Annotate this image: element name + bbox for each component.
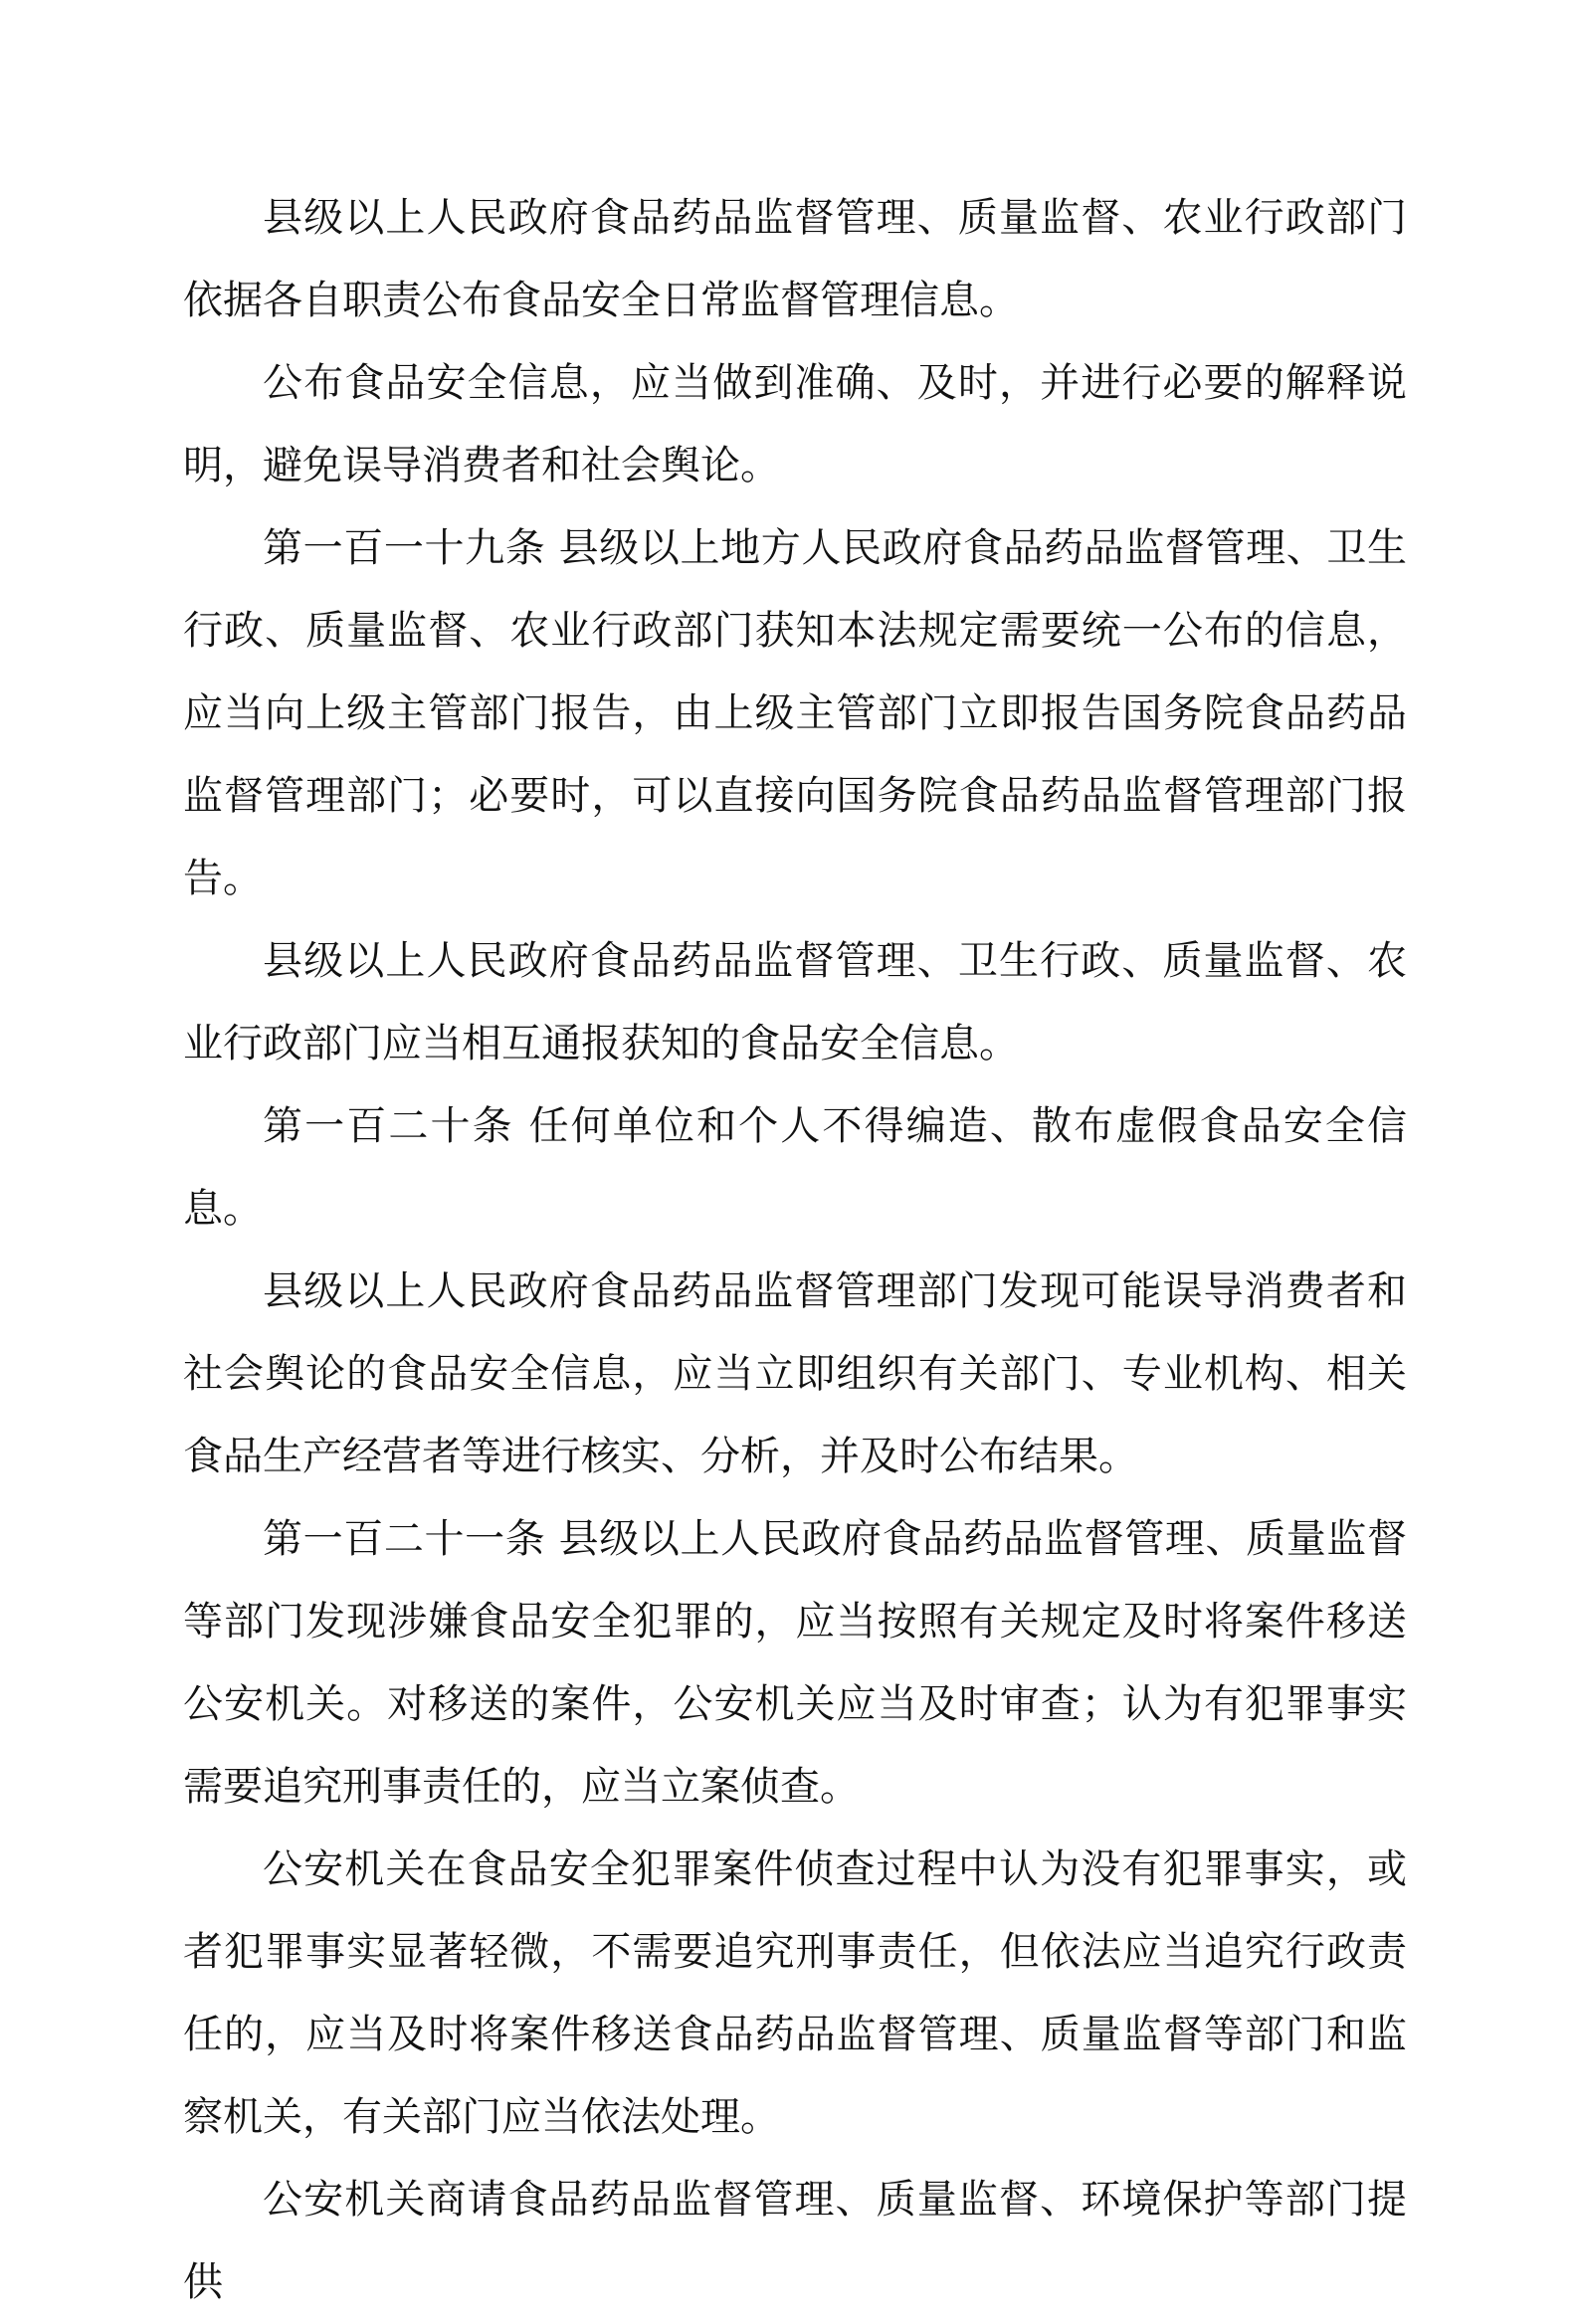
paragraph-9: 公安机关商请食品药品监督管理、质量监督、环境保护等部门提供 [183, 2177, 1407, 2305]
paragraph-article-121: 第一百二十一条 县级以上人民政府食品药品监督管理、质量监督等部门发现涉嫌食品安全犯罪的，应当按照有关规定及时将案件移送公安机关。对移送的案件，公安机关应当及时审查；认为有犯罪事实需要追究刑事责任的，应当立案侦查。 [183, 1516, 1407, 1810]
paragraph-article-120: 第一百二十条 任何单位和个人不得编造、散布虚假食品安全信息。 [183, 1103, 1407, 1232]
paragraph-6: 县级以上人民政府食品药品监督管理部门发现可能误导消费者和社会舆论的食品安全信息，应当立即组织有关部门、专业机构、相关食品生产经营者等进行核实、分析，并及时公布结果。 [183, 1268, 1407, 1479]
document-body [183, 177, 1407, 2324]
paragraph-article-119: 第一百一十九条 县级以上地方人民政府食品药品监督管理、卫生行政、质量监督、农业行政部门获知本法规定需要统一公布的信息，应当向上级主管部门报告，由上级主管部门立即报告国务院食品药品监督管理部门；必要时，可以直接向国务院食品药品监督管理部门报告。 [183, 525, 1407, 901]
paragraph-8: 公安机关在食品安全犯罪案件侦查过程中认为没有犯罪事实，或者犯罪事实显著轻微，不需要追究刑事责任，但依法应当追究行政责任的，应当及时将案件移送食品药品监督管理、质量监督等部门和监察机关，有关部门应当依法处理。 [183, 1846, 1407, 2140]
paragraph-4: 县级以上人民政府食品药品监督管理、卫生行政、质量监督、农业行政部门应当相互通报获知的食品安全信息。 [183, 938, 1407, 1066]
paragraph-1: 县级以上人民政府食品药品监督管理、质量监督、农业行政部门依据各自职责公布食品安全日常监督管理信息。 [183, 195, 1407, 323]
paragraph-2: 公布食品安全信息，应当做到准确、及时，并进行必要的解释说明，避免误导消费者和社会舆论。 [183, 360, 1407, 488]
